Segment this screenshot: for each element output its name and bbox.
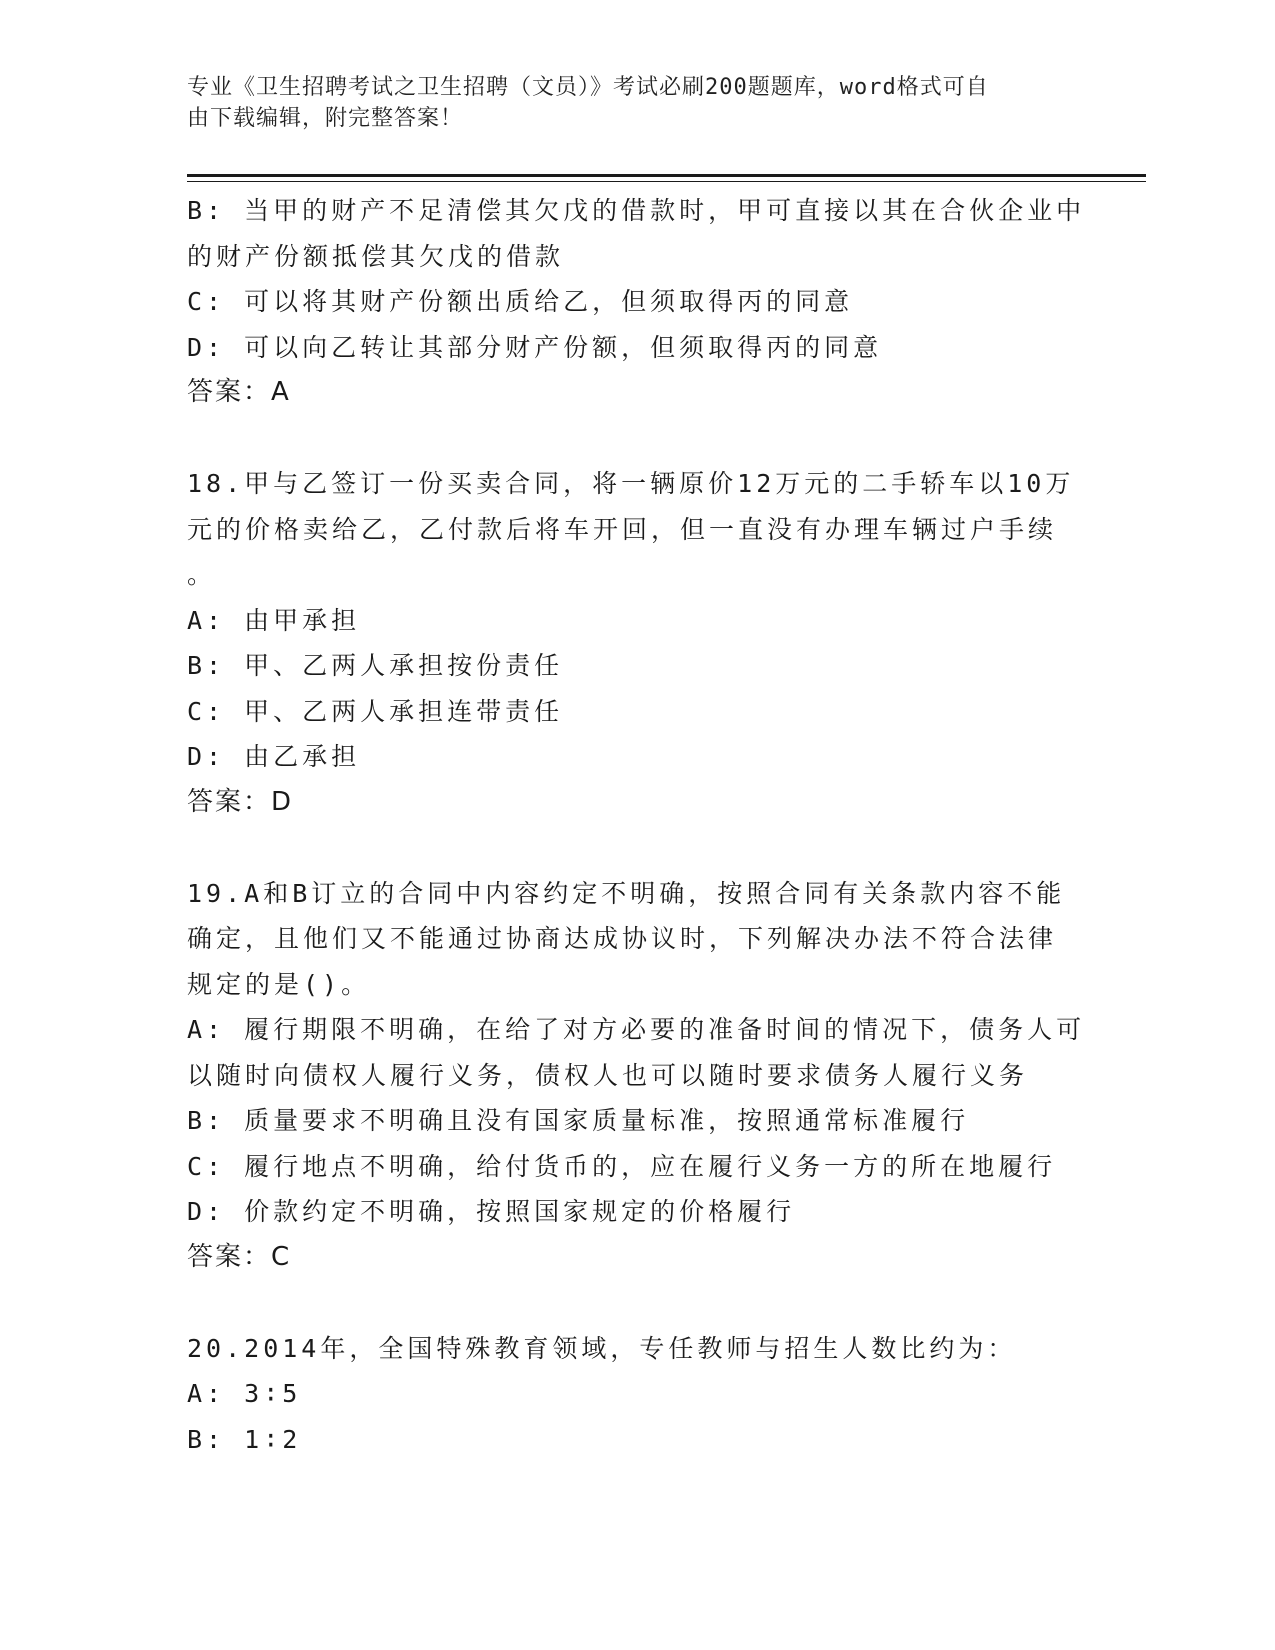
question-list: [187, 188, 1086, 1462]
option-c: C: 甲、乙两人承担连带责任: [187, 696, 564, 726]
question-stem-line-2: 确定，且他们又不能通过协商达成协议时，下列解决办法不符合法律: [187, 924, 1058, 953]
option-c: C: 可以将其财产份额出质给乙，但须取得丙的同意: [187, 287, 854, 316]
spacer: [187, 1280, 1067, 1326]
option-b: B: 1∶2: [187, 1424, 302, 1454]
answer: 答案：A: [187, 377, 291, 407]
option-b: B: 甲、乙两人承担按份责任: [187, 651, 564, 680]
question-18: [187, 461, 1075, 825]
header-divider-thin: [187, 181, 1146, 182]
question-stem-line-1: 19.A和B订立的合同中内容约定不明确，按照合同有关条款内容不能: [187, 878, 1066, 908]
answer: 答案：D: [187, 786, 294, 817]
option-b: B: 质量要求不明确且没有国家质量标准，按照通常标准履行: [187, 1106, 970, 1135]
option-d: D: 价款约定不明确，按照国家规定的价格履行: [187, 1197, 796, 1226]
answer: 答案：C: [187, 1241, 292, 1272]
option-a-line-1: A: 履行期限不明确，在给了对方必要的准备时间的情况下，债务人可: [187, 1015, 1086, 1044]
option-d: D: 由乙承担: [187, 742, 361, 771]
option-a-line-2: 以随时向债权人履行义务，债权人也可以随时要求债务人履行义务: [187, 1060, 1029, 1090]
spacer: [187, 416, 1067, 462]
option-a: A: 由甲承担: [187, 605, 361, 635]
option-b-line-2: 的财产份额抵偿其欠戊的借款: [187, 241, 565, 271]
question-19: [187, 871, 1086, 1281]
option-a: A: 3∶5: [187, 1379, 302, 1408]
header-title-line-1: 专业《卫生招聘考试之卫生招聘（文员）》考试必刷200题题库，word格式可自: [187, 75, 989, 100]
header-title-line-2: 由下载编辑，附完整答案！: [187, 106, 464, 131]
header-divider-thick: [187, 174, 1146, 177]
option-b-line-1: B: 当甲的财产不足清偿其欠戊的借款时，甲可直接以其在合伙企业中: [187, 196, 1086, 225]
option-c: C: 履行地点不明确，给付货币的，应在履行义务一方的所在地履行: [187, 1151, 1057, 1181]
option-d: D: 可以向乙转让其部分财产份额，但须取得丙的同意: [187, 332, 883, 362]
question-17-tail: [187, 188, 1086, 416]
question-stem-line-3: 。: [187, 560, 217, 589]
document-header: [187, 72, 1067, 134]
question-stem-line-3: 规定的是()。: [187, 969, 371, 999]
question-stem-line-1: 20.2014年，全国特殊教育领域，专任教师与招生人数比约为：: [187, 1333, 1017, 1363]
question-stem-line-2: 元的价格卖给乙，乙付款后将车开回，但一直没有办理车辆过户手续: [187, 514, 1058, 544]
question-20: [187, 1326, 1067, 1463]
spacer: [187, 825, 1067, 871]
question-stem-line-1: 18.甲与乙签订一份买卖合同，将一辆原价12万元的二手轿车以10万: [187, 469, 1075, 498]
